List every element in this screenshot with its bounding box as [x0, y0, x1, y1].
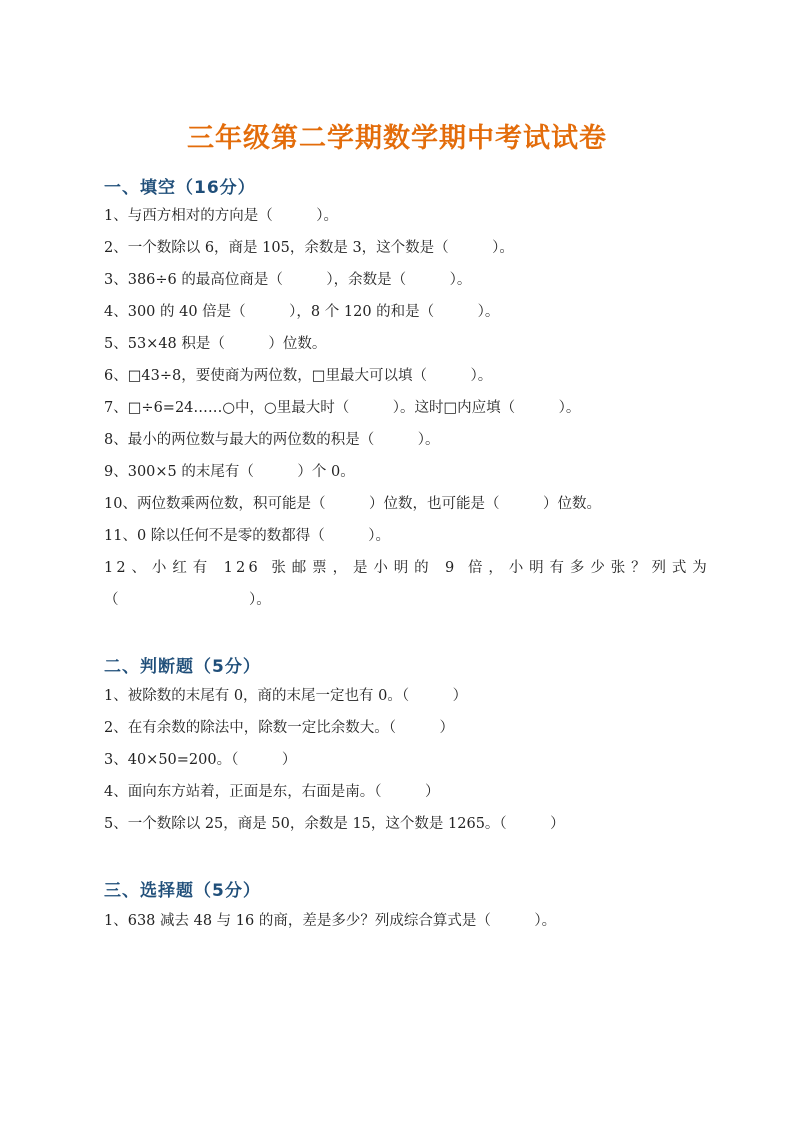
- question-item: 3、386÷6 的最高位商是（ ），余数是（ ）。: [104, 272, 472, 288]
- question-item-continuation: （ ）。: [104, 592, 271, 608]
- question-item: 2、在有余数的除法中，除数一定比余数大。（ ）: [104, 720, 454, 736]
- page-title: 三年级第二学期数学期中考试试卷: [187, 123, 607, 154]
- question-item: 9、300×5 的末尾有（ ）个 0。: [104, 464, 355, 480]
- question-item: 5、一个数除以 25，商是 50，余数是 15，这个数是 1265。（ ）: [104, 816, 565, 832]
- question-item: 1、与西方相对的方向是（ ）。: [104, 208, 338, 224]
- question-item: 1、被除数的末尾有 0，商的末尾一定也有 0。（ ）: [104, 688, 468, 704]
- question-item: 7、□÷6=24……○中，○里最大时（ ）。这时□内应填（ ）。: [104, 400, 581, 416]
- question-item: 4、300 的 40 倍是（ ），8 个 120 的和是（ ）。: [104, 304, 500, 320]
- question-item: 5、53×48 积是（ ）位数。: [104, 336, 327, 352]
- section-heading-fill-blank: 一、填空（16分）: [104, 178, 256, 198]
- question-item: 2、一个数除以 6，商是 105，余数是 3，这个数是（ ）。: [104, 240, 514, 256]
- question-item: 11、0 除以任何不是零的数都得（ ）。: [104, 528, 391, 544]
- question-item: 3、40×50=200。（ ）: [104, 752, 297, 768]
- section-heading-multiple-choice: 三、选择题（5分）: [104, 881, 261, 901]
- question-item: 6、□43÷8，要使商为两位数，□里最大可以填（ ）。: [104, 368, 493, 384]
- question-item: 10、两位数乘两位数，积可能是（ ）位数，也可能是（ ）位数。: [104, 496, 601, 512]
- question-item: 12、小红有 126 张邮票，是小明的 9 倍，小明有多少张？列式为: [104, 560, 710, 576]
- question-item: 8、最小的两位数与最大的两位数的积是（ ）。: [104, 432, 440, 448]
- question-item: 4、面向东方站着，正面是东，右面是南。（ ）: [104, 784, 440, 800]
- question-item: 1、638 减去 48 与 16 的商，差是多少？列成综合算式是（ ）。: [104, 913, 557, 929]
- section-heading-true-false: 二、判断题（5分）: [104, 657, 261, 677]
